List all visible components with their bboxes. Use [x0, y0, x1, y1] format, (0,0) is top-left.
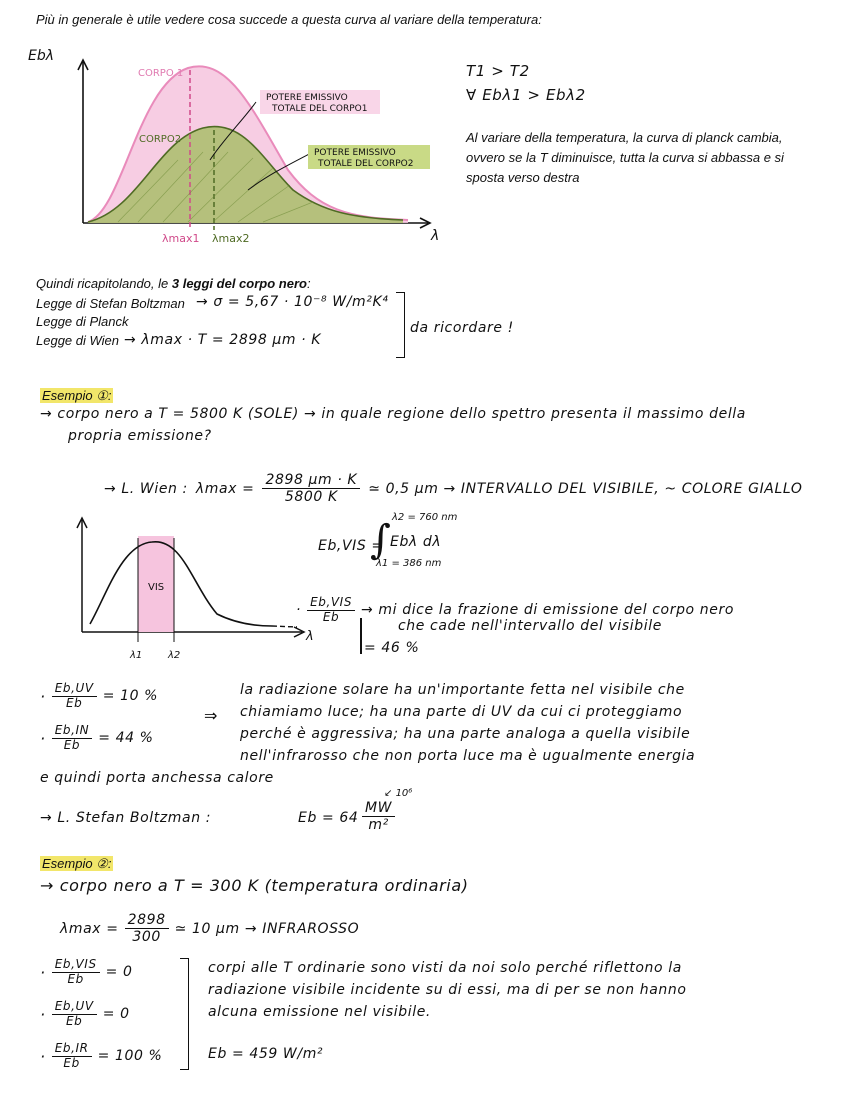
vis-chart	[72, 514, 322, 664]
vis-axis-label: λ	[306, 629, 314, 644]
law-wien-formula: → λmax · T = 2898 μm · K	[124, 332, 322, 348]
lmax2-label: λmax2	[212, 232, 250, 245]
law-stefan-formula: → σ = 5,67 · 10⁻⁸ W/m²K⁴	[196, 294, 389, 310]
ex2-brace	[180, 958, 189, 1070]
law-planck: Legge di Planck	[36, 314, 129, 329]
planck-chart	[28, 40, 448, 255]
laws-note: da ricordare !	[410, 320, 514, 336]
explain1-line4: nell'infrarosso che non porta luce ma è ugualmente energia	[240, 748, 696, 764]
eb-lhs: Eb = 64	[298, 810, 359, 826]
law-stefan: Legge di Stefan Boltzman	[36, 296, 185, 311]
lambda2-label: λ2	[168, 650, 181, 661]
laws-intro-bold: 3 leggi del corpo nero	[171, 276, 307, 291]
relation-line2: ∀ Ebλ1 > Ebλ2	[466, 86, 586, 104]
vis-curve	[90, 542, 272, 626]
explain1-line5: e quindi porta anchessa calore	[40, 770, 274, 786]
vis-fraction-row: · $\frac{\text{Eb,VIS}}{Eb}$ → mi dice la frazione di emissione del corpo nero	[296, 595, 734, 624]
ex2-uv-row: · $\frac{Eb,UV}{Eb}$ = 0	[40, 999, 130, 1028]
potere1-label-a: POTERE EMISSIVO	[266, 93, 348, 103]
vis-label: VIS	[148, 582, 165, 593]
y-axis-label: Ebλ	[28, 48, 55, 64]
ex2-eb: Eb = 459 W/m²	[208, 1046, 324, 1062]
lmax1-label: λmax1	[162, 232, 200, 245]
example1-question-line1: → corpo nero a T = 5800 K (SOLE) → in quale regione dello spettro presenta il massimo della	[40, 406, 746, 422]
vis-fraction-text2: che cade nell'intervallo del visibile	[398, 618, 662, 634]
potere2-label-b: TOTALE DEL CORPO2	[318, 159, 414, 169]
eb-note: ↙ 10⁶	[384, 788, 413, 799]
ex2-explain-line1: corpi alle T ordinarie sono visti da noi solo perché riflettono la	[208, 960, 682, 976]
vis-curve-tail	[272, 626, 297, 627]
integral-upper: λ2 = 760 nm	[392, 512, 458, 523]
integral-body: Ebλ dλ	[390, 534, 442, 550]
in-fraction-row: · $\frac{Eb,IN}{Eb}$ = 44 %	[40, 723, 154, 752]
explain1-line3: perché è aggressiva; ha una parte analoga a quella visibile	[240, 726, 691, 742]
law-wien: Legge di Wien	[36, 333, 119, 348]
ex2-vis-row: · $\frac{\text{Eb,VIS}}{Eb}$ = 0	[40, 957, 133, 986]
example1-wien-row: → L. Wien : λmax = $\frac{2898 \mu m \cdot K}{5800 K}$ ≃ 0,5 μm → INTERVALLO DEL VISIBILE, ~ COLORE GIALLO	[104, 472, 803, 506]
x-axis-label: λ	[431, 228, 440, 244]
example2-question: → corpo nero a T = 300 K (temperatura ordinaria)	[40, 876, 469, 895]
uv-fraction-row: · $\frac{Eb,UV}{Eb}$ = 10 %	[40, 681, 159, 710]
ex2-explain-line3: alcuna emissione nel visibile.	[208, 1004, 431, 1020]
stefan-label: → L. Stefan Boltzman :	[40, 810, 212, 826]
vis-fraction-value: = 46 %	[364, 640, 420, 656]
example1-lmax-fraction: $\frac{2898 \mu m \cdot K}{5800 K}$	[262, 472, 360, 505]
implies-arrow: ⇒	[204, 706, 219, 725]
vis-arrow-line	[360, 618, 362, 654]
example2-title: Esempio ②:	[42, 856, 112, 871]
corpo1-label: CORPO 1	[138, 68, 184, 79]
ex2-ir-row: · $\frac{Eb,IR}{Eb}$ = 100 %	[40, 1041, 163, 1070]
example1-title: Esempio ①:	[42, 388, 112, 403]
laws-intro: Quindi ricapitolando, le 3 leggi del corpo nero:	[36, 276, 311, 291]
intro-text: Più in generale è utile vedere cosa succede a questa curva al variare della temperatura:	[36, 12, 542, 27]
eb-fraction: $\frac{MW}{\text{m²}}$	[362, 800, 395, 833]
vis-fraction: $\frac{\text{Eb,VIS}}{Eb}$	[307, 596, 355, 625]
ex2-explain-line2: radiazione visibile incidente su di essi, ma di per se non hanno	[208, 982, 687, 998]
planck-explanation: Al variare della temperatura, la curva di planck cambia, ovvero se la T diminuisce, tutta la curva si abbassa e si sposta verso destra	[466, 130, 784, 185]
integral-lhs: Eb,VIS =	[318, 538, 384, 554]
example1-question-line2: propria emissione?	[68, 428, 212, 444]
laws-brace	[396, 292, 405, 358]
explain1-line1: la radiazione solare ha un'importante fetta nel visibile che	[240, 682, 685, 698]
potere1-label-b: TOTALE DEL CORPO1	[272, 104, 368, 114]
integral-lower: λ1 = 386 nm	[376, 558, 442, 569]
example2-lmax-row: λmax = $\frac{2898}{300}$ ≃ 10 μm → INFRAROSSO	[60, 912, 360, 946]
relation-line1: T1 > T2	[466, 62, 530, 80]
integral-sign: ∫	[370, 517, 391, 563]
lambda1-label: λ1	[130, 650, 143, 661]
explain1-line2: chiamiamo luce; ha una parte di UV da cui ci proteggiamo	[240, 704, 683, 720]
potere2-label-a: POTERE EMISSIVO	[314, 148, 396, 158]
corpo2-label: CORPO2	[139, 134, 182, 145]
